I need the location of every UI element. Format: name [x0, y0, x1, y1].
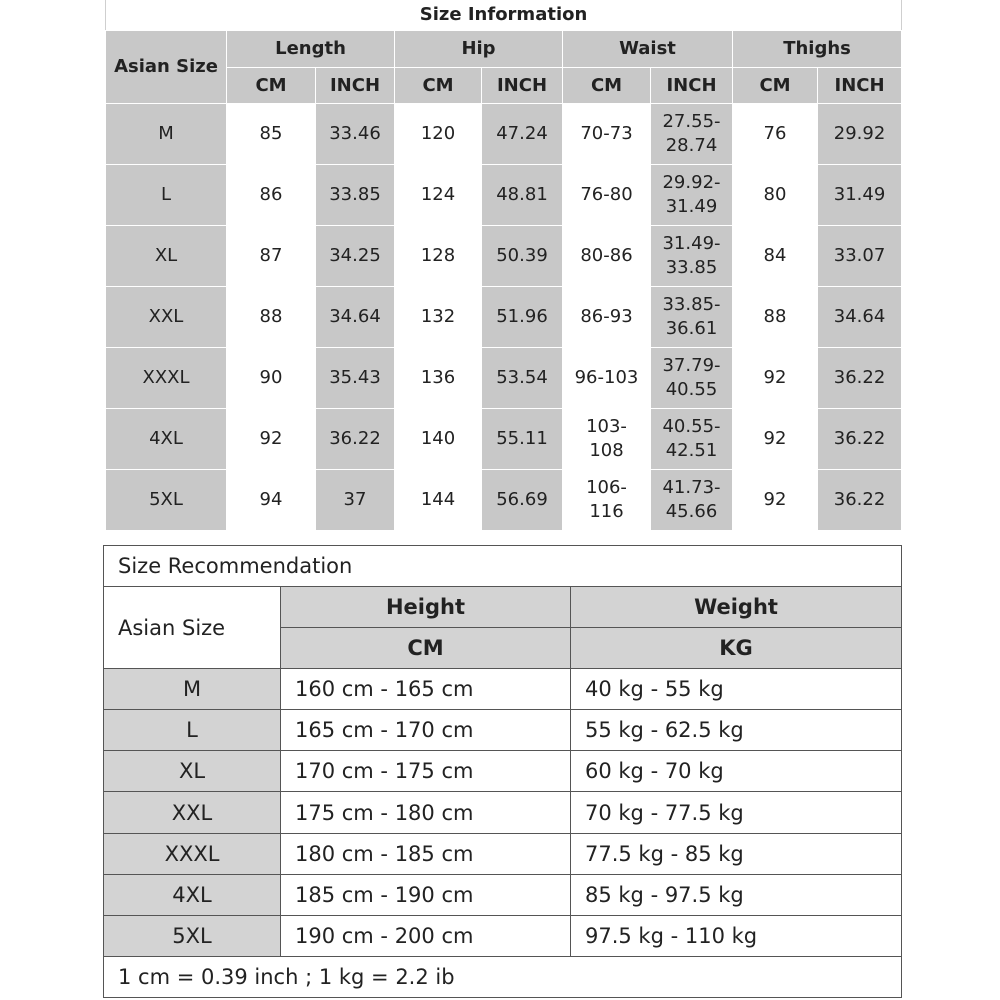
size-info-cell: 128	[395, 226, 482, 287]
size-info-cell: 88	[733, 287, 818, 348]
size-info-cell: 27.55- 28.74	[651, 104, 733, 165]
size-info-cell: 106- 116	[563, 470, 651, 531]
size-label: XL	[104, 751, 281, 792]
size-label: L	[106, 165, 227, 226]
weight-range: 40 kg - 55 kg	[571, 669, 902, 710]
asian-size-header: Asian Size	[104, 587, 281, 669]
height-range: 175 cm - 180 cm	[281, 792, 571, 833]
height-range: 190 cm - 200 cm	[281, 915, 571, 956]
size-info-cell: 55.11	[482, 409, 563, 470]
size-info-cell: 35.43	[316, 348, 395, 409]
height-unit-header: CM	[281, 628, 571, 669]
size-info-cell: 33.85- 36.61	[651, 287, 733, 348]
size-information-table	[105, 0, 902, 531]
length-header: Length	[227, 31, 395, 68]
size-info-cell: 132	[395, 287, 482, 348]
weight-range: 85 kg - 97.5 kg	[571, 874, 902, 915]
unit-header: INCH	[482, 68, 563, 104]
size-recommendation-table	[103, 545, 902, 998]
size-label: 4XL	[106, 409, 227, 470]
size-info-cell: 36.22	[818, 409, 902, 470]
size-label: M	[104, 669, 281, 710]
hip-header: Hip	[395, 31, 563, 68]
size-rec-row	[104, 710, 902, 751]
unit-header: CM	[733, 68, 818, 104]
size-info-cell: 37.79- 40.55	[651, 348, 733, 409]
size-rec-row	[104, 669, 902, 710]
size-rec-row	[104, 915, 902, 956]
size-info-cell: 84	[733, 226, 818, 287]
size-info-cell: 50.39	[482, 226, 563, 287]
size-label: XXXL	[106, 348, 227, 409]
size-rec-row	[104, 833, 902, 874]
size-info-cell: 33.07	[818, 226, 902, 287]
size-label: XL	[106, 226, 227, 287]
size-info-cell: 36.22	[818, 470, 902, 531]
size-info-cell: 86-93	[563, 287, 651, 348]
size-info-cell: 94	[227, 470, 316, 531]
size-label: 5XL	[106, 470, 227, 531]
size-info-cell: 48.81	[482, 165, 563, 226]
size-rec-row	[104, 874, 902, 915]
size-info-cell: 40.55- 42.51	[651, 409, 733, 470]
size-info-cell: 92	[733, 409, 818, 470]
size-info-cell: 76-80	[563, 165, 651, 226]
weight-range: 70 kg - 77.5 kg	[571, 792, 902, 833]
size-info-row	[106, 104, 902, 165]
weight-header: Weight	[571, 587, 902, 628]
asian-size-header: Asian Size	[106, 31, 227, 104]
size-info-cell: 92	[733, 348, 818, 409]
size-info-cell: 92	[227, 409, 316, 470]
size-info-cell: 56.69	[482, 470, 563, 531]
size-info-cell: 31.49	[818, 165, 902, 226]
size-info-cell: 120	[395, 104, 482, 165]
size-info-cell: 34.64	[818, 287, 902, 348]
unit-header: INCH	[651, 68, 733, 104]
size-info-cell: 33.46	[316, 104, 395, 165]
unit-header: CM	[395, 68, 482, 104]
size-info-cell: 34.64	[316, 287, 395, 348]
thighs-header: Thighs	[733, 31, 902, 68]
size-info-cell: 80	[733, 165, 818, 226]
size-info-cell: 86	[227, 165, 316, 226]
size-information-body	[106, 104, 902, 531]
size-info-cell: 103- 108	[563, 409, 651, 470]
size-info-cell: 80-86	[563, 226, 651, 287]
height-range: 185 cm - 190 cm	[281, 874, 571, 915]
size-info-cell: 96-103	[563, 348, 651, 409]
size-info-cell: 33.85	[316, 165, 395, 226]
size-label: M	[106, 104, 227, 165]
size-recommendation-title: Size Recommendation	[104, 546, 902, 587]
size-info-row	[106, 470, 902, 531]
size-label: XXL	[104, 792, 281, 833]
size-info-row	[106, 165, 902, 226]
waist-header: Waist	[563, 31, 733, 68]
size-rec-row	[104, 751, 902, 792]
size-info-cell: 29.92- 31.49	[651, 165, 733, 226]
weight-range: 60 kg - 70 kg	[571, 751, 902, 792]
size-label: 5XL	[104, 915, 281, 956]
weight-range: 97.5 kg - 110 kg	[571, 915, 902, 956]
weight-range: 55 kg - 62.5 kg	[571, 710, 902, 751]
size-info-cell: 144	[395, 470, 482, 531]
height-range: 165 cm - 170 cm	[281, 710, 571, 751]
size-info-cell: 53.54	[482, 348, 563, 409]
size-info-row	[106, 287, 902, 348]
size-info-cell: 92	[733, 470, 818, 531]
size-info-cell: 85	[227, 104, 316, 165]
size-info-cell: 90	[227, 348, 316, 409]
size-info-row	[106, 226, 902, 287]
size-info-row	[106, 348, 902, 409]
size-info-cell: 136	[395, 348, 482, 409]
size-label: 4XL	[104, 874, 281, 915]
size-rec-row	[104, 792, 902, 833]
size-info-cell: 76	[733, 104, 818, 165]
height-header: Height	[281, 587, 571, 628]
size-info-cell: 87	[227, 226, 316, 287]
size-info-cell: 36.22	[818, 348, 902, 409]
conversion-note: 1 cm = 0.39 inch ; 1 kg = 2.2 ib	[104, 956, 902, 997]
size-info-cell: 51.96	[482, 287, 563, 348]
size-info-cell: 47.24	[482, 104, 563, 165]
height-range: 180 cm - 185 cm	[281, 833, 571, 874]
size-info-cell: 70-73	[563, 104, 651, 165]
unit-header: CM	[227, 68, 316, 104]
size-info-cell: 124	[395, 165, 482, 226]
size-information-title: Size Information	[106, 0, 902, 31]
size-info-cell: 88	[227, 287, 316, 348]
height-range: 160 cm - 165 cm	[281, 669, 571, 710]
size-label: XXL	[106, 287, 227, 348]
height-range: 170 cm - 175 cm	[281, 751, 571, 792]
size-info-cell: 36.22	[316, 409, 395, 470]
size-info-cell: 140	[395, 409, 482, 470]
size-label: L	[104, 710, 281, 751]
size-info-row	[106, 409, 902, 470]
size-info-cell: 34.25	[316, 226, 395, 287]
weight-range: 77.5 kg - 85 kg	[571, 833, 902, 874]
size-info-cell: 41.73- 45.66	[651, 470, 733, 531]
unit-header: CM	[563, 68, 651, 104]
weight-unit-header: KG	[571, 628, 902, 669]
size-info-cell: 37	[316, 470, 395, 531]
size-label: XXXL	[104, 833, 281, 874]
unit-header: INCH	[818, 68, 902, 104]
size-info-cell: 29.92	[818, 104, 902, 165]
size-info-cell: 31.49- 33.85	[651, 226, 733, 287]
unit-header: INCH	[316, 68, 395, 104]
